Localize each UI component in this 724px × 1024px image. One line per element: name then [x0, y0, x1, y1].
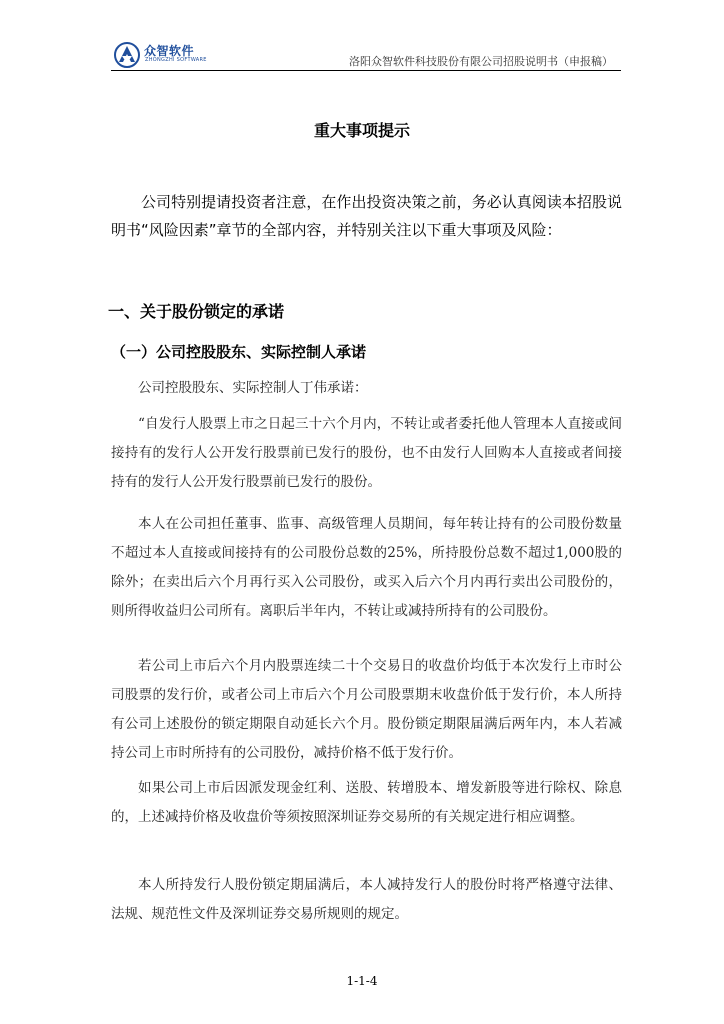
section-heading-share-lockup: 一、关于股份锁定的承诺: [108, 302, 285, 321]
logo-english-name: ZHONGZHI SOFTWARE: [145, 57, 207, 63]
paragraph-compliance: 本人所持发行人股份锁定期届满后，本人减持发行人的股份时将严格遵守法律、法规、规范性文件及深圳证券交易所规则的规定。: [111, 877, 622, 922]
subsection-heading-controlling-shareholder: （一）公司控股股东、实际控制人承诺: [111, 343, 367, 361]
paragraph-commitment-intro: 公司控股股东、实际控制人丁伟承诺：: [138, 380, 368, 396]
company-logo: [113, 40, 213, 68]
page-number: 1-1-4: [346, 974, 378, 988]
intro-paragraph: 公司特别提请投资者注意，在作出投资决策之前，务必认真阅读本招股说明书“风险因素”章节的全部内容，并特别关注以下重大事项及风险：: [111, 193, 622, 239]
zhongzhi-logo-icon: [113, 42, 141, 68]
paragraph-price-extension: 若公司上市后六个月内股票连续二十个交易日的收盘价均低于本次发行上市时公司股票的发行价，或者公司上市后六个月公司股票期末收盘价低于发行价，本人所持有公司上述股份的锁定期限自动延长六个月。股份锁定期限届满后两年内，本人若减持公司上市时所持有的公司股份，减持价格不低于发行价。: [111, 658, 622, 761]
paragraph-36-month-lockup: “自发行人股票上市之日起三十六个月内，不转让或者委托他人管理本人直接或间接持有的发行人公开发行股票前已发行的股份，也不由发行人回购本人直接或者间接持有的发行人公开发行股票前已发行的股份。: [111, 416, 622, 490]
page-header: [111, 40, 621, 71]
document-running-title: 洛阳众智软件科技股份有限公司招股说明书（申报稿）: [349, 55, 613, 68]
paragraph-ex-rights-adjustment: 如果公司上市后因派发现金红利、送股、转增股本、增发新股等进行除权、除息的，上述减持价格及收盘价等须按照深圳证券交易所的有关规定进行相应调整。: [111, 780, 622, 825]
paragraph-transfer-limit: 本人在公司担任董事、监事、高级管理人员期间，每年转让持有的公司股份数量不超过本人直接或间接持有的公司股份总数的25%，所持股份总数不超过1,000股的除外；在卖出后六个月再行买入公司股份，或买入后六个月内再行卖出公司股份的，则所得收益归公司所有。离职后半年内，不转让或减持所持有的公司股份。: [111, 516, 622, 619]
logo-chinese-name: 众智软件: [144, 44, 195, 58]
page-title: 重大事项提示: [313, 121, 410, 140]
